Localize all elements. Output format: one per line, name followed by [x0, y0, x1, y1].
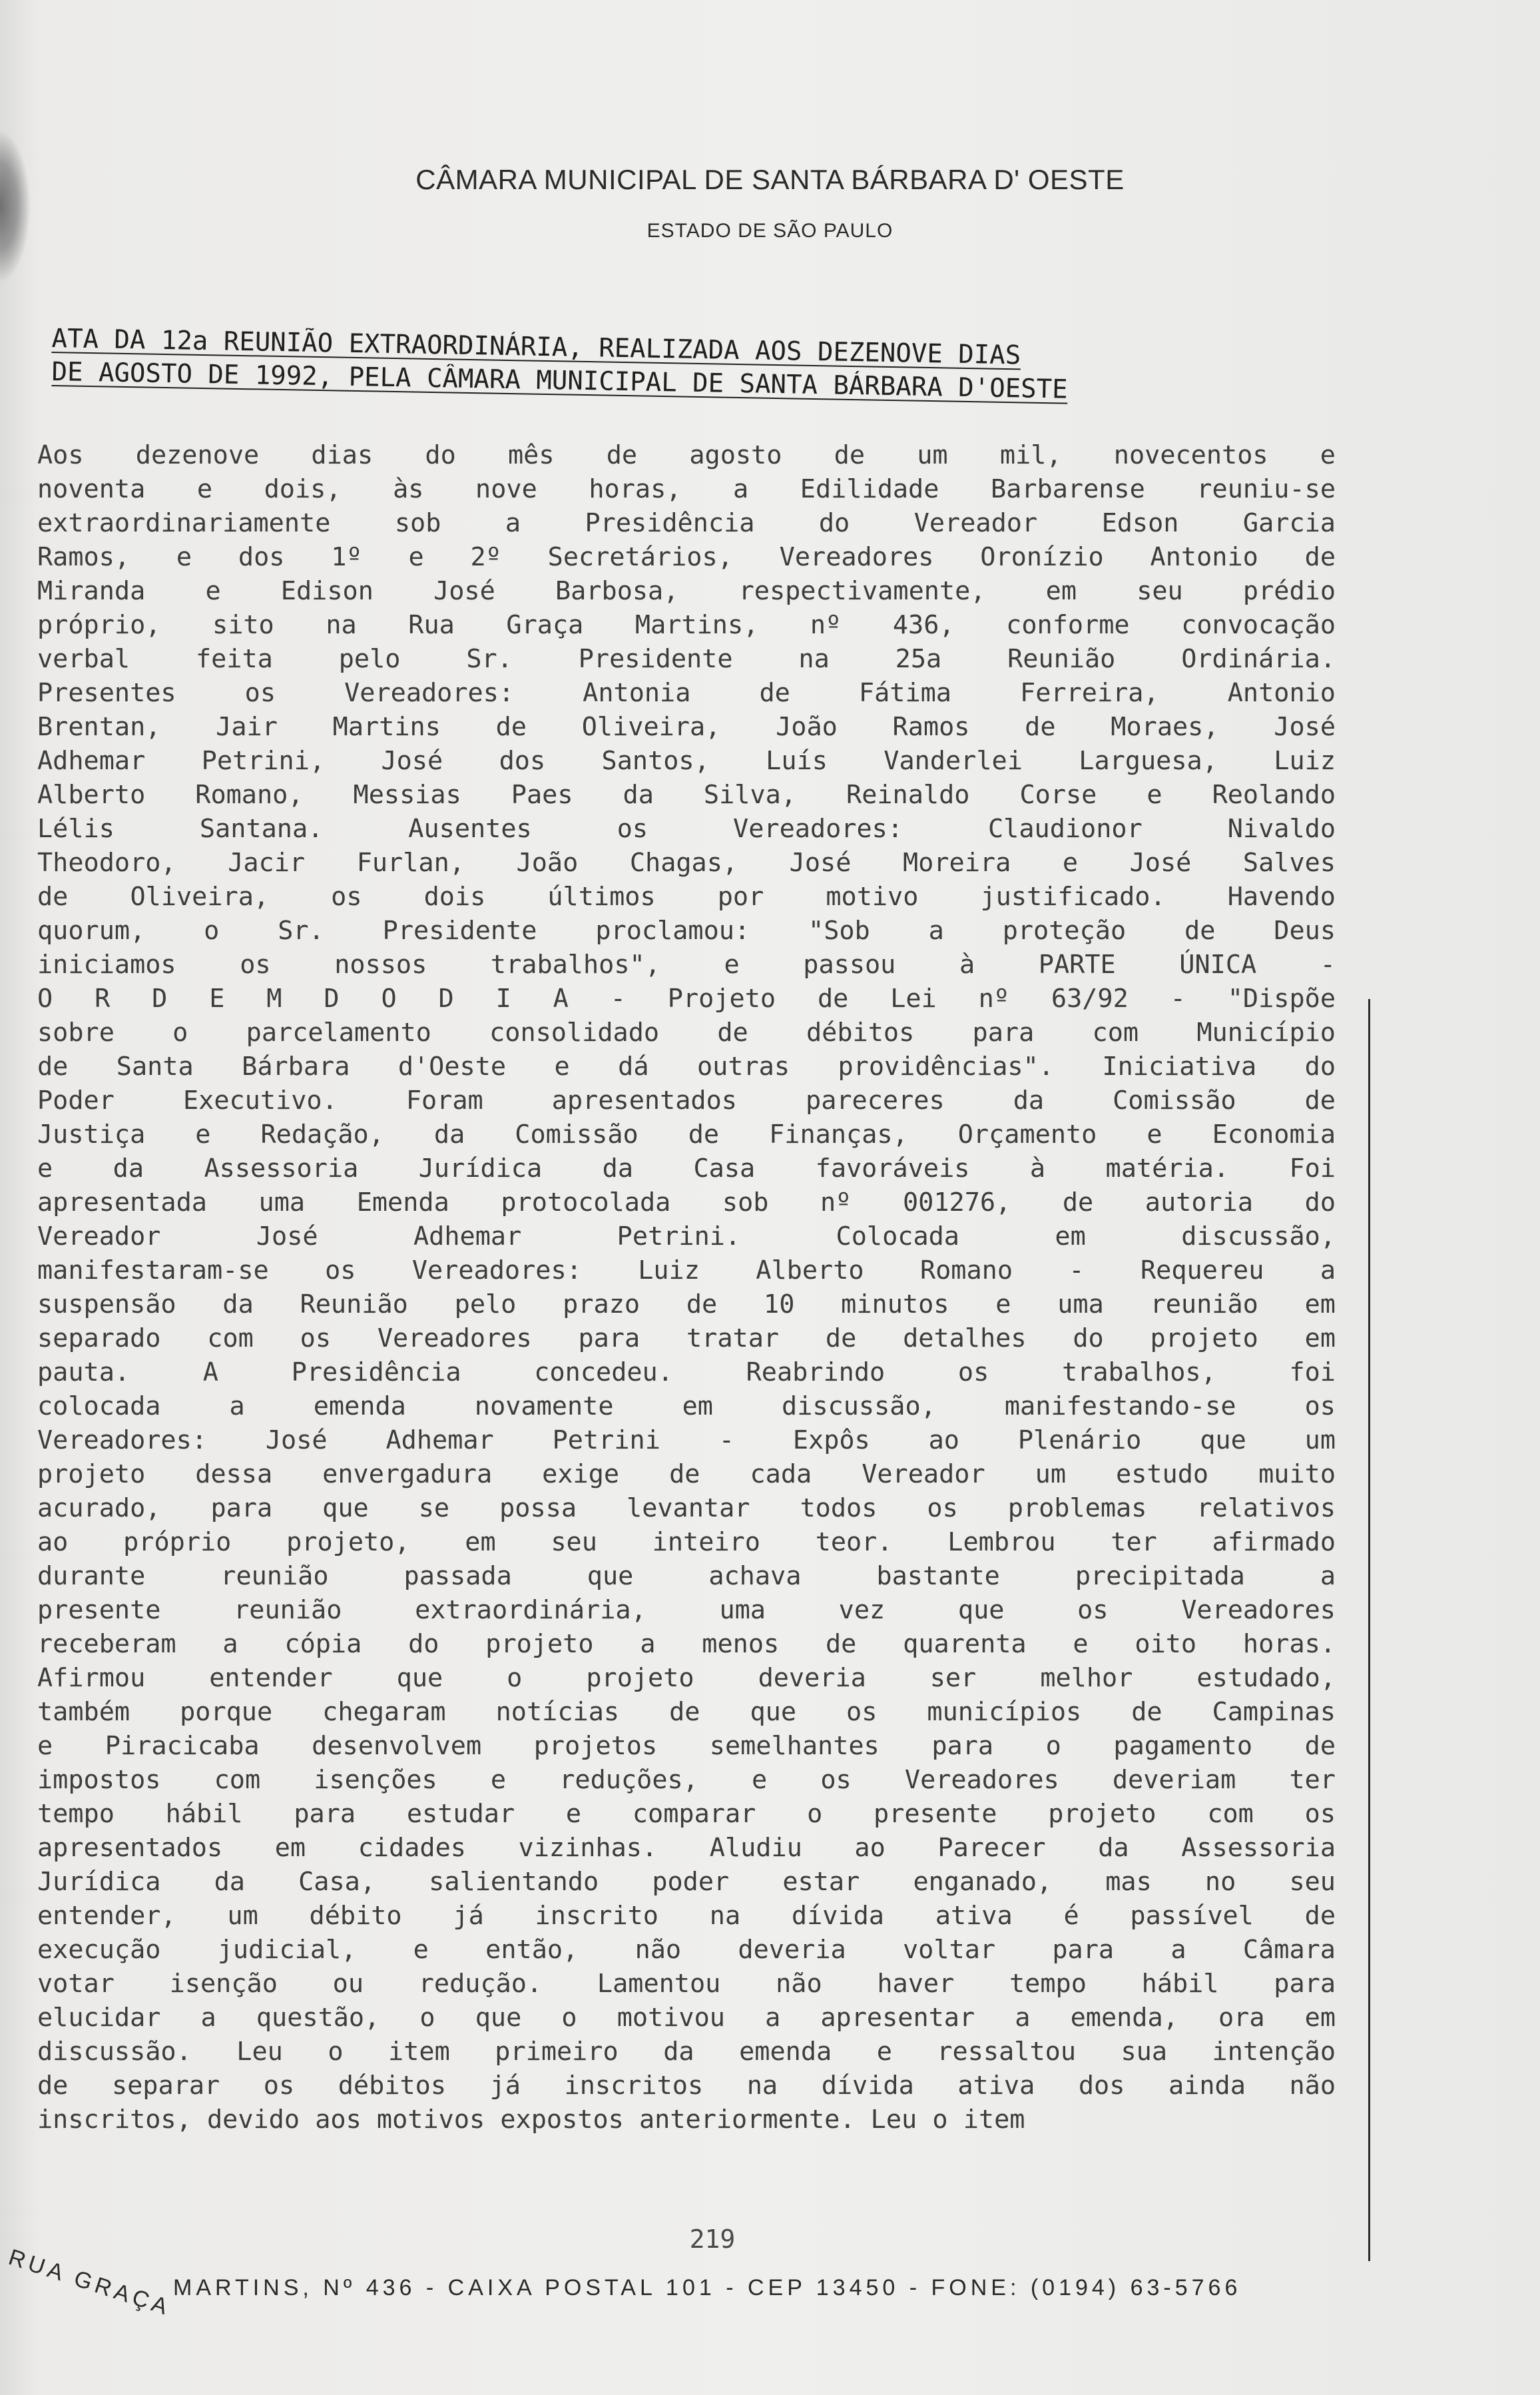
body-line: de Oliveira, os dois últimos por motivo justificado. Havendo — [37, 882, 1336, 912]
body-line: execução judicial, e então, não deveria voltar para a Câmara — [37, 1935, 1336, 1965]
body-line: colocada a emenda novamente em discussão, manifestando-se os — [37, 1391, 1336, 1421]
body-line: pauta. A Presidência concedeu. Reabrindo os trabalhos, foi — [37, 1357, 1336, 1387]
body-line: impostos com isenções e reduções, e os Vereadores deveriam ter — [37, 1765, 1336, 1795]
body-line: Lélis Santana. Ausentes os Vereadores: Claudionor Nivaldo — [37, 814, 1336, 844]
minutes-body-text — [37, 438, 1336, 2137]
body-line: Ramos, e dos 1º e 2º Secretários, Vereadores Oronízio Antonio de — [37, 542, 1336, 572]
body-line: quorum, o Sr. Presidente proclamou: "Sob a proteção de Deus — [37, 916, 1336, 946]
body-line: receberam a cópia do projeto a menos de quarenta e oito horas. — [37, 1629, 1336, 1659]
body-line: Afirmou entender que o projeto deveria ser melhor estudado, — [37, 1663, 1336, 1693]
body-line: ao próprio projeto, em seu inteiro teor. Lembrou ter afirmado — [37, 1527, 1336, 1557]
body-line: de Santa Bárbara d'Oeste e dá outras providências". Iniciativa do — [37, 1052, 1336, 1082]
body-line: próprio, sito na Rua Graça Martins, nº 436, conforme convocação — [37, 610, 1336, 640]
body-line: tempo hábil para estudar e comparar o presente projeto com os — [37, 1799, 1336, 1829]
body-line: Vereador José Adhemar Petrini. Colocada em discussão, — [37, 1221, 1336, 1251]
body-line: Miranda e Edison José Barbosa, respectivamente, em seu prédio — [37, 576, 1336, 606]
body-line: O R D E M D O D I A - Projeto de Lei nº 63/92 - "Dispõe — [37, 984, 1336, 1014]
body-line: Jurídica da Casa, salientando poder estar enganado, mas no seu — [37, 1867, 1336, 1897]
body-line: iniciamos os nossos trabalhos", e passou à PARTE ÚNICA - — [37, 950, 1336, 980]
crest-seal-icon — [0, 130, 31, 283]
margin-rule-line — [1368, 999, 1370, 2261]
body-line: separado com os Vereadores para tratar de detalhes do projeto em — [37, 1323, 1336, 1353]
body-line: entender, um débito já inscrito na dívida ativa é passível de — [37, 1901, 1336, 1931]
body-line: inscritos, devido aos motivos expostos anteriormente. Leu o item — [37, 2105, 1025, 2135]
page-number: 219 — [689, 2224, 736, 2254]
body-line: acurado, para que se possa levantar todos os problemas relativos — [37, 1493, 1336, 1523]
body-line: extraordinariamente sob a Presidência do Vereador Edson Garcia — [37, 508, 1336, 538]
minutes-heading-line-1: ATA DA 12a REUNIÃO EXTRAORDINÁRIA, REALIZADA AOS DEZENOVE DIAS — [51, 324, 1021, 371]
body-line: elucidar a questão, o que o motivou a apresentar a emenda, ora em — [37, 2003, 1336, 2033]
body-line: manifestaram-se os Vereadores: Luiz Alberto Romano - Requereu a — [37, 1255, 1336, 1285]
minutes-heading-line-2: DE AGOSTO DE 1992, PELA CÂMARA MUNICIPAL DE SANTA BÁRBARA D'OESTE — [51, 357, 1068, 405]
letterhead-title: CÂMARA MUNICIPAL DE SANTA BÁRBARA D' OESTE — [415, 164, 1125, 195]
body-line: Theodoro, Jacir Furlan, João Chagas, José Moreira e José Salves — [37, 848, 1336, 878]
body-line: Alberto Romano, Messias Paes da Silva, Reinaldo Corse e Reolando — [37, 780, 1336, 810]
body-line: suspensão da Reunião pelo prazo de 10 minutos e uma reunião em — [37, 1289, 1336, 1319]
body-line: de separar os débitos já inscritos na dívida ativa dos ainda não — [37, 2071, 1336, 2101]
body-line: sobre o parcelamento consolidado de débitos para com Município — [37, 1018, 1336, 1048]
body-line: apresentada uma Emenda protocolada sob nº 001276, de autoria do — [37, 1188, 1336, 1217]
body-line: apresentados em cidades vizinhas. Aludiu ao Parecer da Assessoria — [37, 1833, 1336, 1863]
body-line: Vereadores: José Adhemar Petrini - Expôs ao Plenário que um — [37, 1425, 1336, 1455]
body-line: Aos dezenove dias do mês de agosto de um mil, novecentos e — [37, 440, 1336, 470]
body-line: durante reunião passada que achava bastante precipitada a — [37, 1561, 1336, 1591]
body-line: também porque chegaram notícias de que os municípios de Campinas — [37, 1697, 1336, 1727]
body-line: projeto dessa envergadura exige de cada Vereador um estudo muito — [37, 1459, 1336, 1489]
body-line: noventa e dois, às nove horas, a Edilidade Barbarense reuniu-se — [37, 474, 1336, 504]
footer-address-prefix: RUA GRAÇA — [5, 2244, 174, 2321]
body-line: Brentan, Jair Martins de Oliveira, João Ramos de Moraes, José — [37, 712, 1336, 742]
body-line: Justiça e Redação, da Comissão de Finanças, Orçamento e Economia — [37, 1120, 1336, 1150]
body-line: e da Assessoria Jurídica da Casa favoráveis à matéria. Foi — [37, 1154, 1336, 1184]
body-line: verbal feita pelo Sr. Presidente na 25a Reunião Ordinária. — [37, 644, 1336, 674]
body-line: Poder Executivo. Foram apresentados pareceres da Comissão de — [37, 1086, 1336, 1116]
footer-address — [5, 2244, 1398, 2321]
body-line: votar isenção ou redução. Lamentou não haver tempo hábil para — [37, 1969, 1336, 1999]
body-line: discussão. Leu o item primeiro da emenda e ressaltou sua intenção — [37, 2037, 1336, 2067]
footer-address-rest: MARTINS, Nº 436 - CAIXA POSTAL 101 - CEP 13450 - FONE: (0194) 63-5766 — [173, 2275, 1242, 2300]
body-line: Presentes os Vereadores: Antonia de Fátima Ferreira, Antonio — [37, 678, 1336, 708]
letterhead-subtitle: ESTADO DE SÃO PAULO — [646, 220, 894, 242]
body-line: e Piracicaba desenvolvem projetos semelhantes para o pagamento de — [37, 1731, 1336, 1761]
body-line: presente reunião extraordinária, uma vez que os Vereadores — [37, 1595, 1336, 1625]
body-line: Adhemar Petrini, José dos Santos, Luís Vanderlei Larguesa, Luiz — [37, 746, 1336, 776]
